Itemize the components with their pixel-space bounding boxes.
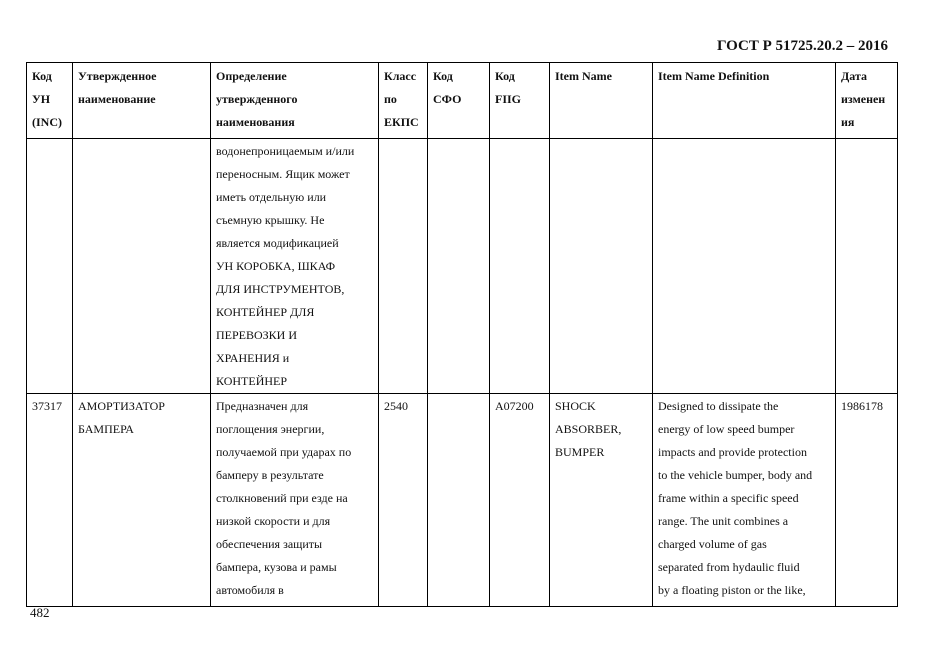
header-item-name: Item Name <box>550 63 653 139</box>
header-sfo: Код СФО <box>428 63 490 139</box>
table-row <box>27 394 898 607</box>
cell-class: 2540 <box>379 394 428 607</box>
cell-date: 1986178 <box>836 394 898 607</box>
cell-item-name: SHOCK ABSORBER, BUMPER <box>550 394 653 607</box>
header-class: Класс по ЕКПС <box>379 63 428 139</box>
cell-class <box>379 139 428 394</box>
cell-fiig <box>490 139 550 394</box>
header-inc: Код УН (INC) <box>27 63 73 139</box>
cell-definition: Предназначен для поглощения энергии, получаемой при ударах по бамперу в результате столкновений при езде на низкой скорости и для обеспечения защиты бампера, кузова и рамы автомобиля в <box>211 394 379 607</box>
cell-sfo <box>428 394 490 607</box>
cell-date <box>836 139 898 394</box>
header-date: Дата изменен ия <box>836 63 898 139</box>
document-code: ГОСТ Р 51725.20.2 – 2016 <box>716 38 888 54</box>
header-fiig: Код FIIG <box>490 63 550 139</box>
cell-item-definition <box>653 139 836 394</box>
table-header-row <box>27 63 898 139</box>
cell-sfo <box>428 139 490 394</box>
header-item-definition: Item Name Definition <box>653 63 836 139</box>
cell-item-definition: Designed to dissipate the energy of low speed bumper impacts and provide protection to the vehicle bumper, body and frame within a specific speed range. The unit combines a charged volume of gas separated from hydaulic fluid by a floating piston or the like, <box>653 394 836 607</box>
cell-inc: 37317 <box>27 394 73 607</box>
cell-approved-name: АМОРТИЗАТОР БАМПЕРА <box>73 394 211 607</box>
header-approved-name: Утвержденное наименование <box>73 63 211 139</box>
cell-fiig: A07200 <box>490 394 550 607</box>
page-number: 482 <box>30 605 50 620</box>
cell-approved-name <box>73 139 211 394</box>
cell-inc <box>27 139 73 394</box>
data-table <box>26 62 898 607</box>
cell-item-name <box>550 139 653 394</box>
header-definition: Определение утвержденного наименования <box>211 63 379 139</box>
table-row <box>27 139 898 394</box>
cell-definition: водонепроницаемым и/или переносным. Ящик может иметь отдельную или съемную крышку. Не является модификацией УН КОРОБКА, ШКАФ ДЛЯ ИНСТРУМЕНТОВ, КОНТЕЙНЕР ДЛЯ ПЕРЕВОЗКИ И ХРАНЕНИЯ и КОНТЕЙНЕР <box>211 139 379 394</box>
